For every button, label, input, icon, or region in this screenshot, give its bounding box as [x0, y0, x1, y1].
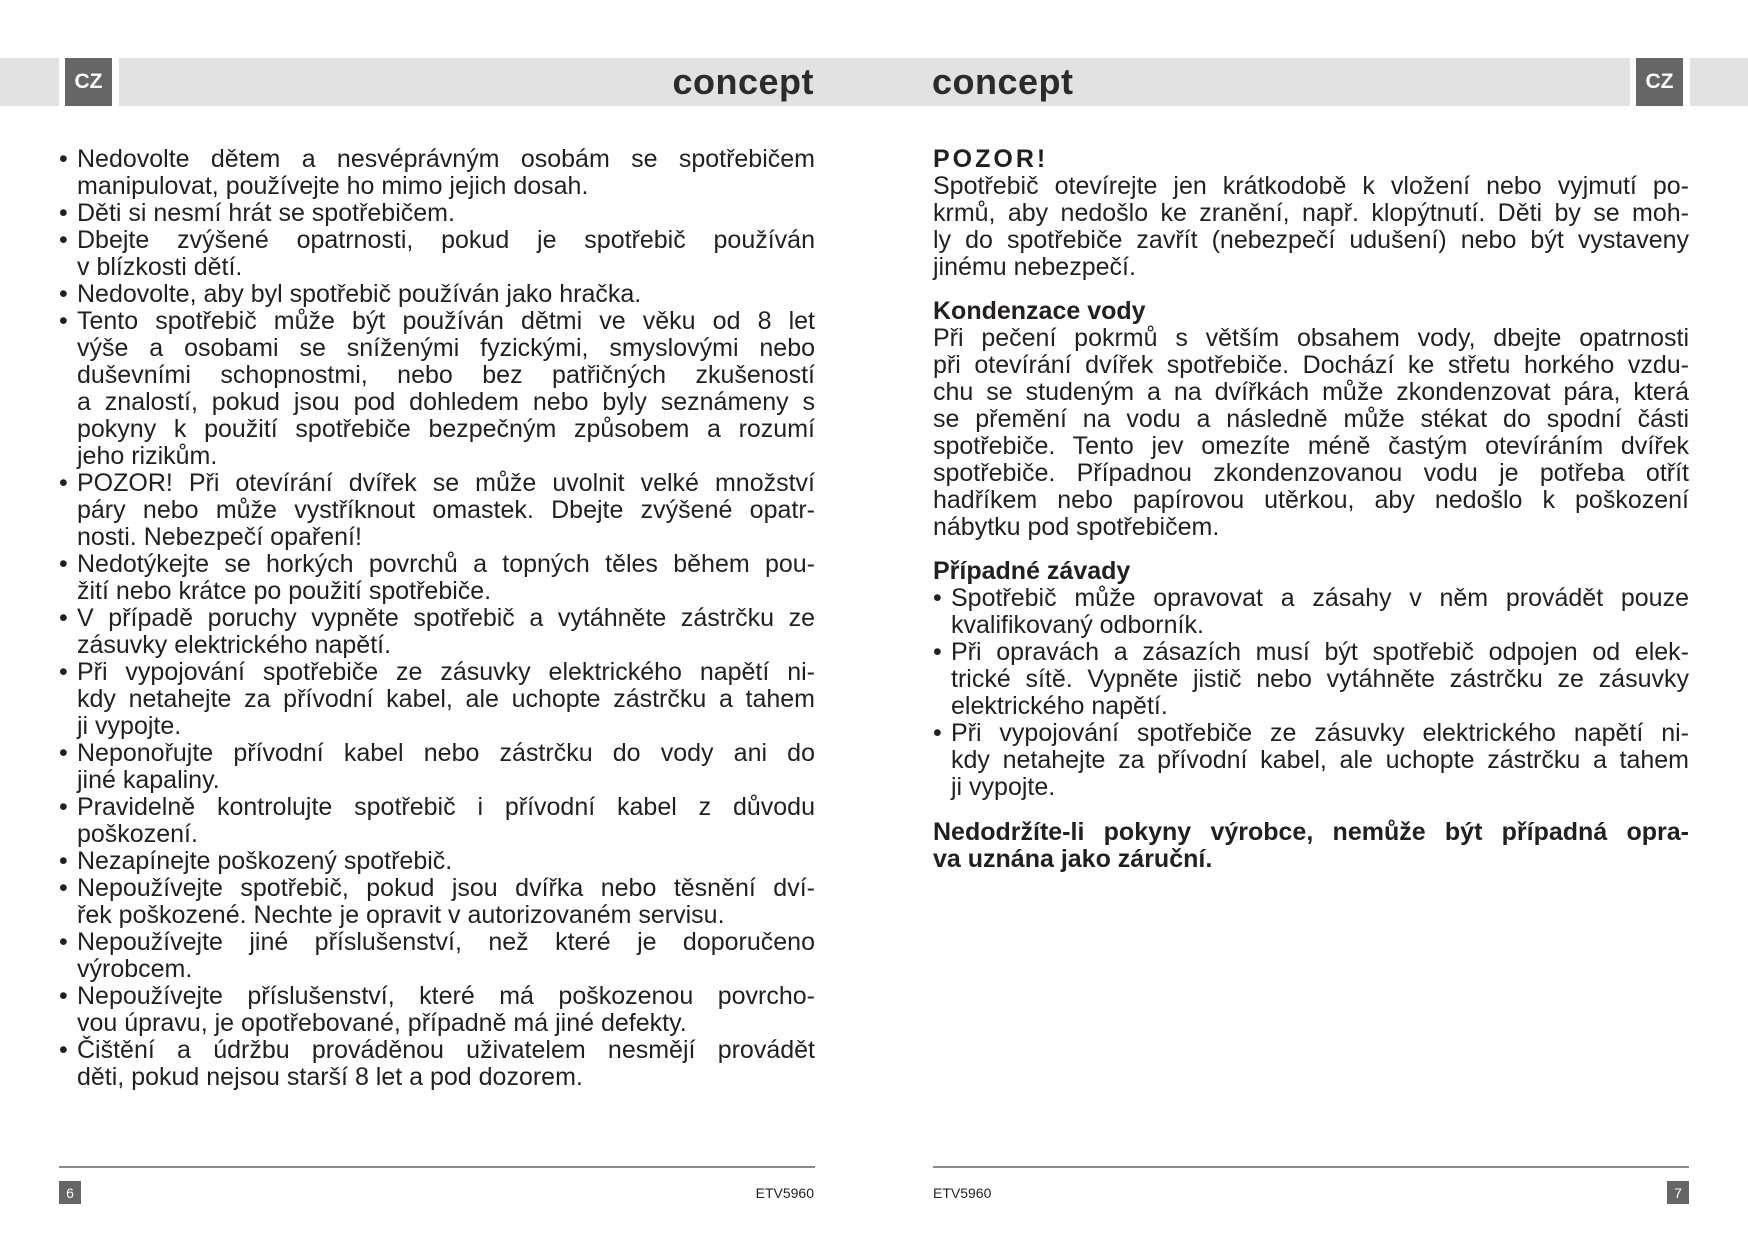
list-item — [933, 585, 1689, 639]
language-badge-left: CZ — [59, 58, 119, 106]
list-item — [59, 875, 815, 929]
text-line: a znalostí, pokud jsou pod dohledem nebo byly seznámeny s — [77, 388, 815, 416]
list-item — [59, 146, 815, 200]
bullet-icon: • — [59, 793, 68, 821]
text-line: Spotřebič otevírejte jen krátkodobě k vložení nebo vyjmutí po- — [933, 172, 1689, 200]
list-item — [59, 605, 815, 659]
bullet-icon: • — [59, 469, 68, 497]
bullet-icon: • — [59, 226, 68, 254]
bullet-icon: • — [59, 847, 68, 875]
list-item — [59, 983, 815, 1037]
text-line: POZOR! Při otevírání dvířek se může uvolnit velké množství — [77, 469, 815, 497]
text-line: duševními schopnostmi, nebo bez patřičných zkušeností — [77, 361, 815, 389]
text-line: vou úpravu, je opotřebované, případně má jiné defekty. — [77, 1009, 687, 1037]
warning-heading: POZOR! — [933, 145, 1049, 173]
text-line: Při opravách a zásazích musí být spotřebič odpojen od elek- — [951, 638, 1689, 666]
list-item — [59, 227, 815, 281]
text-line: žití nebo krátce po použití spotřebiče. — [77, 577, 492, 605]
text-line: Při vypojování spotřebiče ze zásuvky elektrického napětí ni- — [951, 719, 1689, 747]
list-item — [59, 551, 815, 605]
list-item — [59, 308, 815, 470]
language-badge-right: CZ — [1630, 58, 1690, 106]
text-line: řek poškozené. Nechte je opravit v autorizovaném servisu. — [77, 901, 725, 929]
text-line: Při vypojování spotřebiče ze zásuvky elektrického napětí ni- — [77, 658, 815, 686]
text-line: jiné kapaliny. — [77, 766, 220, 794]
text-line: výše a osobami se sníženými fyzickými, smyslovými nebo — [77, 334, 815, 362]
condensation-paragraph — [933, 325, 1689, 541]
text-line: Tento spotřebič může být používán dětmi ve věku od 8 let — [77, 307, 815, 335]
text-line: ji vypojte. — [951, 773, 1056, 801]
text-line: Nedovolte, aby byl spotřebič používán jako hračka. — [77, 280, 642, 308]
text-line: ly do spotřebiče zavřít (nebezpečí udušení) nebo být vystaveny — [933, 226, 1689, 254]
footer-divider-left — [59, 1166, 815, 1168]
text-line: Pravidelně kontrolujte spotřebič i přívodní kabel z důvodu — [77, 793, 815, 821]
list-item — [59, 1037, 815, 1091]
bullet-icon: • — [59, 982, 68, 1010]
list-item — [933, 639, 1689, 720]
list-item — [59, 470, 815, 551]
list-item — [59, 200, 815, 227]
text-line: jinému nebezpečí. — [933, 253, 1136, 281]
bullet-icon: • — [59, 658, 68, 686]
text-line: Nezapínejte poškozený spotřebič. — [77, 847, 453, 875]
text-line: kdy netahejte za přívodní kabel, ale uchopte zástrčku a tahem — [951, 746, 1689, 774]
faults-list — [933, 585, 1689, 801]
text-line: jeho rizikům. — [77, 442, 218, 470]
text-line: nábytku pod spotřebičem. — [933, 513, 1220, 541]
list-item — [59, 281, 815, 308]
list-item — [59, 659, 815, 740]
text-line: při otevírání dvířek spotřebiče. Dochází ke střetu horkého vzdu- — [933, 351, 1689, 379]
bullet-icon: • — [933, 638, 942, 666]
bullet-icon: • — [59, 280, 68, 308]
text-line: va uznána jako záruční. — [933, 845, 1213, 873]
bullet-icon: • — [59, 199, 68, 227]
text-line: se přemění na vodu a následně může stékat do spodní části — [933, 405, 1689, 433]
list-item — [59, 929, 815, 983]
text-line: Nedovolte dětem a nesvéprávným osobám se spotřebičem — [77, 145, 815, 173]
text-line: páry nebo může vystříknout omastek. Dbejte zvýšené opatr- — [77, 496, 815, 524]
bullet-icon: • — [59, 739, 68, 767]
text-line: pokyny k použití spotřebiče bezpečným způsobem a rozumí — [77, 415, 815, 443]
bullet-icon: • — [933, 584, 942, 612]
bullet-icon: • — [59, 874, 68, 902]
text-line: Děti si nesmí hrát se spotřebičem. — [77, 199, 455, 227]
text-line: Čištění a údržbu prováděnou uživatelem nesmějí provádět — [77, 1036, 815, 1064]
text-line: ji vypojte. — [77, 712, 182, 740]
text-line: děti, pokud nejsou starší 8 let a pod dozorem. — [77, 1063, 583, 1091]
page-number-left: 6 — [59, 1181, 81, 1204]
text-line: Neponořujte přívodní kabel nebo zástrčku do vody ani do — [77, 739, 815, 767]
text-line: Nedotýkejte se horkých povrchů a topných těles během pou- — [77, 550, 815, 578]
brand-logo-left: concept — [672, 61, 814, 102]
footer-divider-right — [933, 1166, 1689, 1168]
bullet-icon: • — [59, 307, 68, 335]
brand-logo-right: concept — [932, 61, 1074, 102]
right-page-content — [933, 146, 1689, 873]
list-item — [933, 720, 1689, 801]
list-item — [59, 848, 815, 875]
page-number-right: 7 — [1667, 1181, 1689, 1204]
bullet-icon: • — [59, 604, 68, 632]
warning-paragraph — [933, 173, 1689, 281]
text-line: výrobcem. — [77, 955, 193, 983]
text-line: Spotřebič může opravovat a zásahy v něm provádět pouze — [951, 584, 1689, 612]
text-line: v blízkosti dětí. — [77, 253, 243, 281]
text-line: zásuvky elektrického napětí. — [77, 631, 392, 659]
text-line: trické sítě. Vypněte jistič nebo vytáhněte zástrčku ze zásuvky — [951, 665, 1689, 693]
text-line: Nedodržíte-li pokyny výrobce, nemůže být případná opra- — [933, 818, 1689, 846]
text-line: poškození. — [77, 820, 198, 848]
header-bar — [0, 58, 1748, 106]
faults-heading: Případné závady — [933, 557, 1131, 585]
text-line: nosti. Nebezpečí opaření! — [77, 523, 362, 551]
text-line: Nepoužívejte spotřebič, pokud jsou dvířka nebo těsnění dví- — [77, 874, 815, 902]
left-page-content — [59, 146, 815, 1091]
text-line: Nepoužívejte jiné příslušenství, než které je doporučeno — [77, 928, 815, 956]
text-line: hadříkem nebo papírovou utěrkou, aby nedošlo k poškození — [933, 486, 1689, 514]
text-line: chu se studeným a na dvířkách může zkondenzovat pára, která — [933, 378, 1689, 406]
text-line: Při pečení pokrmů s větším obsahem vody, dbejte opatrnosti — [933, 324, 1689, 352]
list-item — [59, 794, 815, 848]
closing-notice — [933, 819, 1689, 873]
model-number-right: ETV5960 — [933, 1185, 992, 1201]
text-line: elektrického napětí. — [951, 692, 1168, 720]
text-line: kvalifikovaný odborník. — [951, 611, 1204, 639]
bullet-icon: • — [59, 145, 68, 173]
text-line: V případě poruchy vypněte spotřebič a vytáhněte zástrčku ze — [77, 604, 815, 632]
bullet-icon: • — [933, 719, 942, 747]
bullet-icon: • — [59, 1036, 68, 1064]
text-line: Nepoužívejte příslušenství, které má poškozenou povrcho- — [77, 982, 815, 1010]
condensation-heading: Kondenzace vody — [933, 297, 1146, 325]
text-line: krmů, aby nedošlo ke zranění, např. klopýtnutí. Děti by se moh- — [933, 199, 1689, 227]
text-line: Dbejte zvýšené opatrnosti, pokud je spotřebič používán — [77, 226, 815, 254]
list-item — [59, 740, 815, 794]
text-line: spotřebiče. Tento jev omezíte méně častým otevíráním dvířek — [933, 432, 1689, 460]
model-number-left: ETV5960 — [755, 1185, 814, 1201]
bullet-icon: • — [59, 928, 68, 956]
text-line: manipulovat, používejte ho mimo jejich dosah. — [77, 172, 589, 200]
text-line: spotřebiče. Případnou zkondenzovanou vodu je potřeba otřít — [933, 459, 1689, 487]
text-line: kdy netahejte za přívodní kabel, ale uchopte zástrčku a tahem — [77, 685, 815, 713]
bullet-icon: • — [59, 550, 68, 578]
